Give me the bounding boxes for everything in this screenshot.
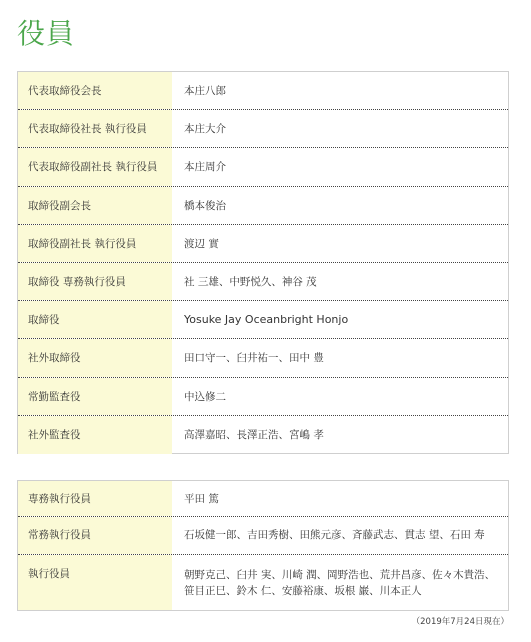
names-value: 渡辺 實 bbox=[184, 237, 219, 250]
page-title: 役員 bbox=[17, 17, 76, 50]
table-row bbox=[18, 517, 508, 555]
role-label: 取締役 bbox=[18, 301, 172, 338]
table-row bbox=[18, 110, 508, 148]
names-value: 田口守一、臼井祐一、田中 豊 bbox=[184, 352, 324, 365]
executive-officers-table bbox=[17, 480, 509, 611]
names-value: 平田 篤 bbox=[184, 493, 219, 505]
role-label: 社外取締役 bbox=[18, 339, 172, 376]
names-value: Yosuke Jay Oceanbright Honjo bbox=[184, 313, 349, 327]
table-row bbox=[18, 301, 508, 339]
table-row bbox=[18, 187, 508, 225]
role-label: 取締役副社長 執行役員 bbox=[18, 225, 172, 262]
table-row bbox=[18, 339, 508, 377]
role-label: 代表取締役副社長 執行役員 bbox=[18, 148, 172, 185]
role-label: 執行役員 bbox=[18, 555, 172, 610]
table-row bbox=[18, 555, 508, 610]
names-line: 朝野克己、臼井 実、川崎 潤、岡野浩也、荒井昌彦、佐々木貴浩、 bbox=[184, 569, 496, 581]
names-value: 社 三雄、中野悦久、神谷 茂 bbox=[184, 275, 317, 288]
role-label: 取締役副会長 bbox=[18, 187, 172, 224]
as-of-date: （2019年7月24日現在） bbox=[411, 617, 509, 627]
names-value: 本庄八郎 bbox=[184, 85, 226, 97]
role-label: 社外監査役 bbox=[18, 416, 172, 454]
names-value: 石坂健一郎、吉田秀樹、田熊元彦、斉藤武志、貫志 望、石田 寿 bbox=[184, 529, 485, 541]
role-label: 専務執行役員 bbox=[18, 481, 172, 516]
table-row bbox=[18, 263, 508, 301]
names-value: 本庄大介 bbox=[184, 123, 226, 136]
role-label: 代表取締役社長 執行役員 bbox=[18, 110, 172, 147]
table-row bbox=[18, 225, 508, 263]
role-label: 常務執行役員 bbox=[18, 517, 172, 554]
names-value: 高澤嘉昭、長澤正浩、宮嶋 孝 bbox=[184, 428, 324, 441]
role-label: 取締役 専務執行役員 bbox=[18, 263, 172, 300]
names-value: 本庄周介 bbox=[184, 161, 226, 174]
role-label: 代表取締役会長 bbox=[18, 72, 172, 109]
names-value bbox=[172, 555, 508, 610]
table-row bbox=[18, 416, 508, 454]
board-table bbox=[17, 71, 509, 454]
table-row bbox=[18, 148, 508, 186]
names-value: 中込修二 bbox=[184, 390, 226, 403]
table-row bbox=[18, 72, 508, 110]
names-value: 橋本俊治 bbox=[184, 199, 226, 212]
table-row bbox=[18, 378, 508, 416]
table-row bbox=[18, 481, 508, 517]
names-line: 笹目正巳、鈴木 仁、安藤裕康、坂根 巌、川本正人 bbox=[184, 585, 422, 597]
role-label: 常勤監査役 bbox=[18, 378, 172, 415]
